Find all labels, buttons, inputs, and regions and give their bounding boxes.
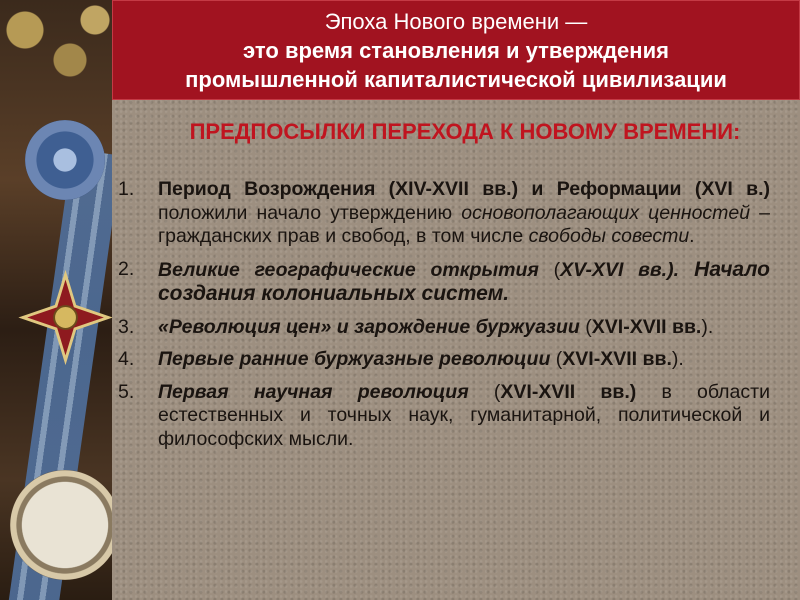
item-bold-text: Первые ранние буржуазные революции	[158, 348, 551, 370]
title-line-1: Эпоха Нового времени —	[324, 8, 588, 34]
list-item	[118, 348, 770, 372]
item-text: в области естественных и точных наук, гуманитарной, политической и философских мысли.	[158, 380, 770, 450]
list-item	[118, 178, 770, 249]
coins-image	[0, 0, 112, 110]
list-item	[118, 381, 770, 452]
title-banner	[112, 0, 800, 100]
item-bold-text: «Революция цен» и зарождение буржуазии	[158, 315, 580, 338]
item-text: (	[550, 348, 563, 370]
item-italic-text: свободы совести	[528, 225, 690, 247]
order-cross-icon	[18, 270, 112, 365]
rosette-image	[25, 120, 105, 200]
item-text: .	[689, 225, 695, 247]
title-line-2: это время становления и утверждения	[243, 37, 669, 63]
item-text: – гражданских прав и свобод, в том числе	[158, 201, 771, 247]
item-bold-text: Период Возрождения (XIV-XVII вв.) и Реформации (XVI в.)	[158, 178, 770, 200]
item-italic-text: основополагающих ценностей	[461, 201, 751, 224]
list-item	[118, 316, 770, 340]
item-number: 4.	[118, 348, 135, 370]
item-text: (	[579, 315, 592, 338]
list-item	[118, 258, 770, 307]
section-subtitle: ПРЕДПОСЫЛКИ ПЕРЕХОДА К НОВОМУ ВРЕМЕНИ:	[189, 119, 741, 144]
item-text: ).	[671, 348, 684, 370]
item-number: 2.	[118, 257, 135, 280]
item-bold-text: Первая научная революция	[158, 380, 469, 403]
decorative-photo	[0, 0, 112, 600]
item-text: ).	[701, 315, 714, 338]
item-text: (	[538, 258, 561, 281]
item-bold-text: XVI-XVII вв.)	[500, 380, 637, 403]
item-bold-text: XV-XVI вв.).	[560, 258, 679, 281]
compass-image	[10, 470, 112, 580]
item-text: (	[468, 380, 501, 403]
title-line-3: промышленной капиталистической цивилизации	[185, 66, 727, 92]
item-bold-text: XVI-XVII вв.	[591, 315, 702, 338]
item-number: 3.	[118, 315, 135, 338]
item-number: 5.	[118, 380, 135, 403]
item-bold-text: Начало создания колониальных систем.	[158, 257, 770, 305]
item-bold-text: Великие географические открытия	[158, 258, 539, 281]
prerequisites-list	[118, 178, 770, 460]
item-number: 1.	[118, 178, 135, 200]
item-text: положили начало утверждению	[158, 201, 462, 224]
item-bold-text: XVI-XVII вв.	[562, 348, 672, 370]
